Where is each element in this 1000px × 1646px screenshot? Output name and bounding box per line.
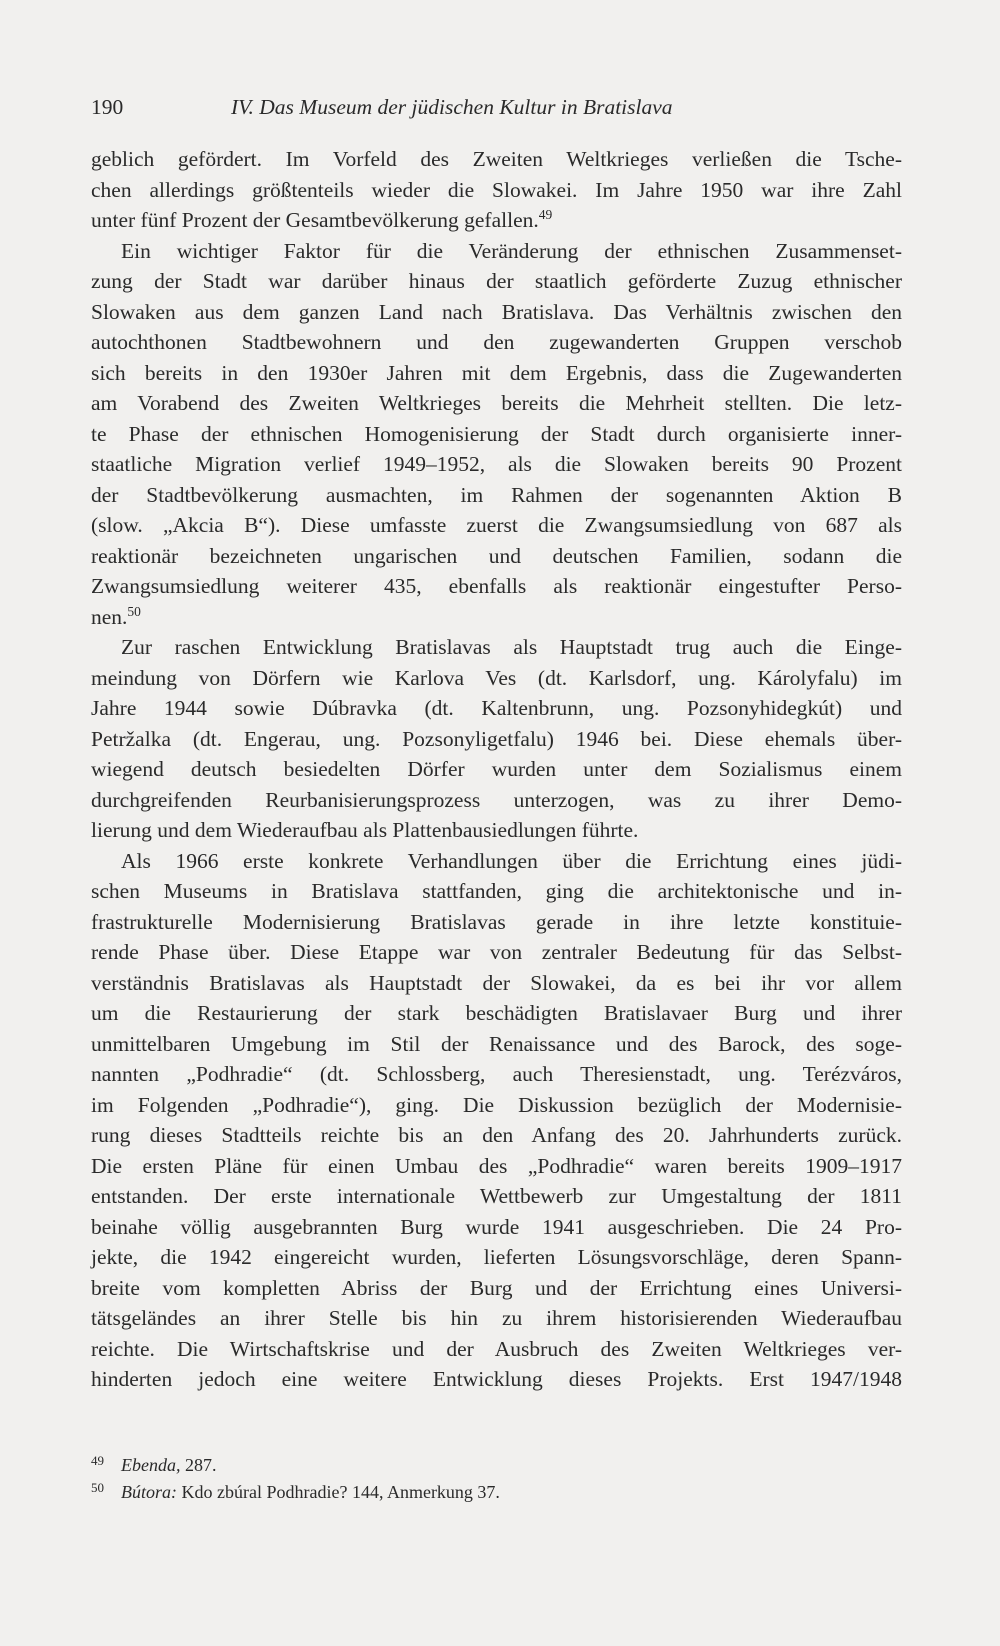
text-line: Ein wichtiger Faktor für die Veränderung der ethnischen Zusammenset- xyxy=(121,238,902,263)
text-line: im Folgenden „Podhradie“), ging. Die Diskussion bezüglich der Modernisie- xyxy=(91,1092,902,1117)
text-line: reichte. Die Wirtschaftskrise und der Ausbruch des Zweiten Weltkrieges ver- xyxy=(91,1336,902,1361)
footnote-author: Bútora: xyxy=(121,1482,177,1502)
text-line: reaktionär bezeichneten ungarischen und deutschen Familien, sodann die xyxy=(91,543,902,568)
text-line: schen Museums in Bratislava stattfanden, ging die architektonische und in- xyxy=(91,879,902,903)
text-line: der Stadtbevölkerung ausmachten, im Rahmen der sogenannten Aktion B xyxy=(91,482,902,507)
text-line xyxy=(91,205,902,236)
text-line: am Vorabend des Zweiten Weltkrieges bereits die Mehrheit stellten. Die letz- xyxy=(91,391,902,415)
text-line: geblich gefördert. Im Vorfeld des Zweiten Weltkrieges verließen die Tsche- xyxy=(91,147,902,171)
running-head: IV. Das Museum der jüdischen Kultur in Bratislava xyxy=(231,95,673,119)
text-line: te Phase der ethnischen Homogenisierung der Stadt durch organisierte inner- xyxy=(91,421,902,446)
body-text xyxy=(91,144,902,1395)
page-number: 190 xyxy=(91,95,124,119)
footnote-50: 50 Bútora: Kdo zbúral Podhradie? 144, Anmerkung 37. xyxy=(91,1480,500,1502)
footnote-text: Kdo zbúral Podhradie? 144, Anmerkung 37. xyxy=(177,1482,500,1502)
text-line: durchgreifenden Reurbanisierungsprozess unterzogen, was zu ihrer Demo- xyxy=(91,787,902,812)
footnote-text: 287. xyxy=(180,1455,217,1475)
text-line: jekte, die 1942 eingereicht wurden, lieferten Lösungsvorschläge, deren Spann- xyxy=(91,1245,902,1269)
page-header xyxy=(91,90,901,124)
text-line: lierung und dem Wiederaufbau als Plattenbausiedlungen führte. xyxy=(91,818,639,842)
text-line: um die Restaurierung der stark beschädigten Bratislavaer Burg und ihrer xyxy=(91,1001,902,1025)
footnote-ref-50: 50 xyxy=(127,603,141,619)
text-line: rung dieses Stadtteils reichte bis an den Anfang des 20. Jahrhunderts zurück. xyxy=(91,1123,902,1147)
text-line: rende Phase über. Diese Etappe war von zentraler Bedeutung für das Selbst- xyxy=(91,940,902,964)
text-line: Als 1966 erste konkrete Verhandlungen über die Errichtung eines jüdi- xyxy=(121,848,902,873)
footnote-author: Ebenda, xyxy=(121,1455,181,1475)
text-line: beinahe völlig ausgebrannten Burg wurde 1941 ausgeschrieben. Die 24 Pro- xyxy=(91,1214,902,1239)
text-line: hinderten jedoch eine weitere Entwicklung dieses Projekts. Erst 1947/1948 xyxy=(91,1367,902,1391)
text-line xyxy=(91,602,902,633)
text-line: (slow. „Akcia B“). Diese umfasste zuerst die Zwangsumsiedlung von 687 als xyxy=(91,513,902,537)
footnote-ref-49: 49 xyxy=(538,207,553,222)
text-line: Petržalka (dt. Engerau, ung. Pozsonyligetfalu) 1946 bei. Diese ehemals über- xyxy=(91,726,902,751)
text-line: frastrukturelle Modernisierung Bratislavas gerade in ihre letzte konstituie- xyxy=(91,909,902,934)
text-line: Slowaken aus dem ganzen Land nach Bratislava. Das Verhältnis zwischen den xyxy=(91,299,902,324)
footnotes xyxy=(91,1452,902,1506)
text-line: Zwangsumsiedlung weiterer 435, ebenfalls als reaktionär eingestufter Perso- xyxy=(91,574,902,598)
text-line-content: nen. xyxy=(91,604,128,629)
text-line: zung der Stadt war darüber hinaus der staatlich geförderte Zuzug ethnischer xyxy=(91,269,902,293)
text-line: wiegend deutsch besiedelten Dörfer wurden unter dem Sozialismus einem xyxy=(91,757,902,781)
text-line: breite vom kompletten Abriss der Burg und der Errichtung eines Universi- xyxy=(91,1275,902,1300)
text-line: Zur raschen Entwicklung Bratislavas als Hauptstadt trug auch die Einge- xyxy=(121,635,902,659)
footnote-49: 49 Ebenda, 287. xyxy=(91,1453,217,1475)
text-line: verständnis Bratislavas als Hauptstadt der Slowakei, da es bei ihr vor allem xyxy=(91,970,902,995)
text-line: staatliche Migration verlief 1949–1952, als die Slowaken bereits 90 Prozent xyxy=(91,452,902,476)
text-line-content: unter fünf Prozent der Gesamtbevölkerung gefallen. xyxy=(91,208,539,232)
text-line: Jahre 1944 sowie Dúbravka (dt. Kaltenbrunn, ung. Pozsonyhidegkút) und xyxy=(91,696,902,720)
text-line: unmittelbaren Umgebung im Stil der Renaissance und des Barock, des soge- xyxy=(91,1031,902,1056)
text-line: Die ersten Pläne für einen Umbau des „Podhradie“ waren bereits 1909–1917 xyxy=(91,1153,902,1178)
text-line: tätsgeländes an ihrer Stelle bis hin zu ihrem historisierenden Wiederaufbau xyxy=(91,1306,902,1330)
text-line: nannten „Podhradie“ (dt. Schlossberg, auch Theresienstadt, ung. Terézváros, xyxy=(91,1062,902,1086)
text-line: entstanden. Der erste internationale Wettbewerb zur Umgestaltung der 1811 xyxy=(91,1184,902,1208)
text-line: sich bereits in den 1930er Jahren mit dem Ergebnis, dass die Zugewanderten xyxy=(91,360,902,385)
text-line: meindung von Dörfern wie Karlova Ves (dt. Karlsdorf, ung. Károlyfalu) im xyxy=(91,665,902,690)
text-line: chen allerdings größtenteils wieder die Slowakei. Im Jahre 1950 war ihre Zahl xyxy=(91,177,902,202)
text-line: autochthonen Stadtbewohnern und den zugewanderten Gruppen verschob xyxy=(91,330,902,354)
